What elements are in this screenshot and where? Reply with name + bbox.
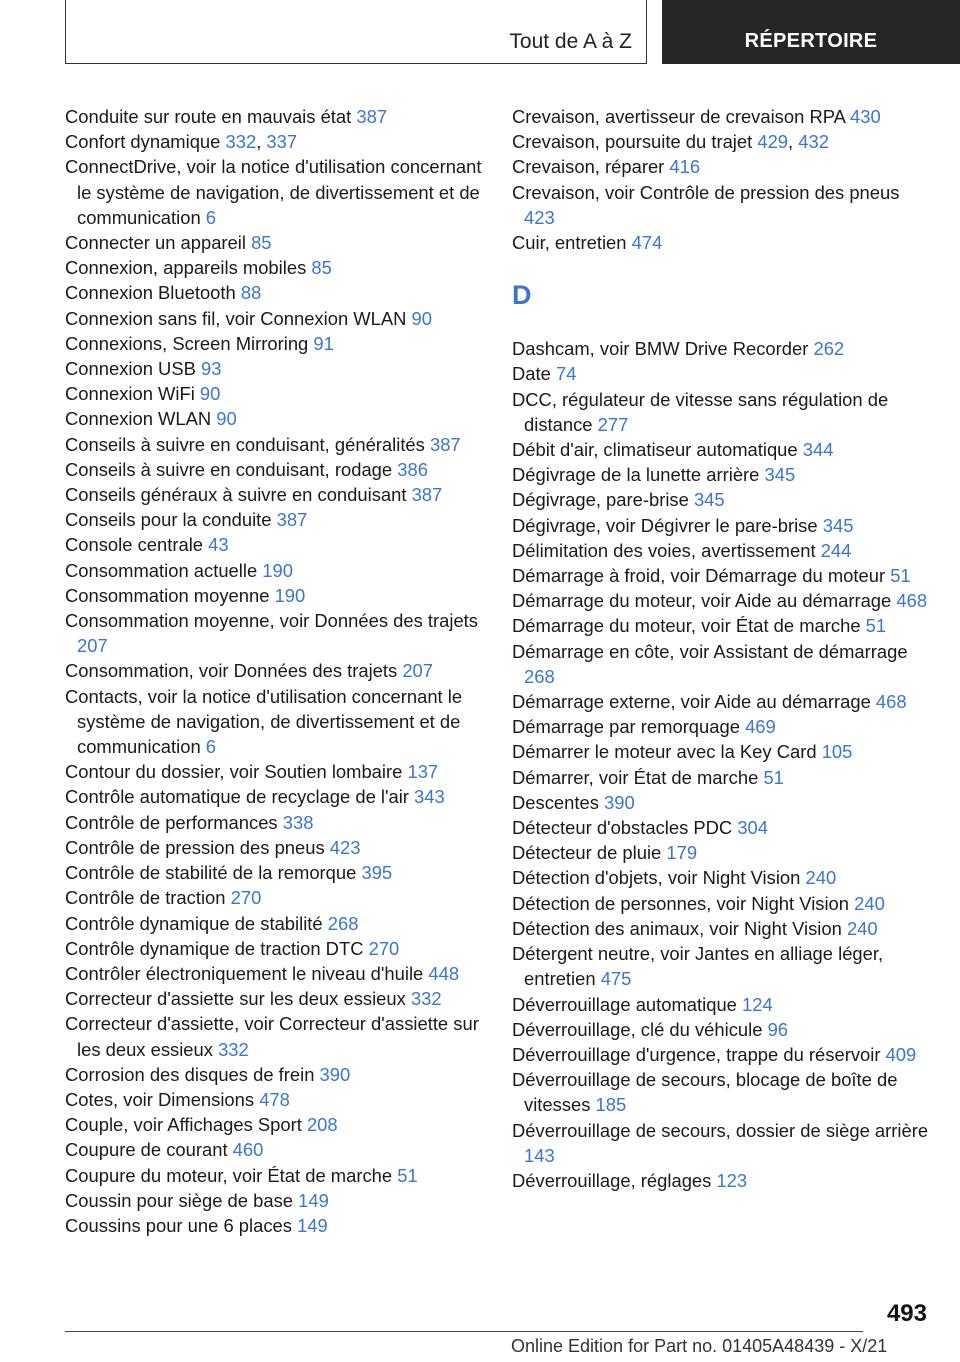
index-entry bbox=[512, 336, 932, 361]
index-entry-term: Connexion WiFi bbox=[65, 383, 200, 405]
index-entry bbox=[512, 563, 932, 588]
index-entry bbox=[512, 790, 932, 815]
index-entry bbox=[512, 941, 932, 991]
page-link[interactable]: 468 bbox=[896, 590, 928, 612]
index-entry-term: Correcteur d'assiette sur les deux essieux bbox=[65, 988, 411, 1010]
page-link[interactable]: 469 bbox=[745, 716, 776, 738]
index-entry-term: ConnectDrive, voir la notice d'utilisation concernant le système de navigation, de divertissement et de communication bbox=[65, 156, 482, 228]
page-link[interactable]: 91 bbox=[313, 332, 334, 354]
index-entry bbox=[65, 104, 490, 129]
index-entry-term: Contrôle dynamique de traction DTC bbox=[65, 937, 369, 959]
index-entry-term: Déverrouillage, réglages bbox=[512, 1169, 717, 1191]
page-link[interactable]: 475 bbox=[600, 968, 632, 990]
page-link[interactable]: 179 bbox=[666, 842, 698, 864]
page-link[interactable]: 240 bbox=[854, 892, 885, 914]
index-entry bbox=[65, 885, 490, 910]
index-entry-term: Connexion WLAN bbox=[65, 408, 217, 430]
index-entry-term: Connexion USB bbox=[65, 358, 201, 380]
page-link[interactable]: 344 bbox=[802, 439, 834, 461]
index-entry-term: Démarrage par remorquage bbox=[512, 716, 746, 738]
index-entry-term: Contacts, voir la notice d'utilisation concernant le système de navigation, de divertissement et de communication bbox=[65, 685, 463, 758]
index-entry bbox=[65, 381, 490, 406]
index-entry-term: Dégivrage, voir Dégivrer le pare-brise bbox=[512, 514, 823, 536]
index-entry-term: Dégivrage de la lunette arrière bbox=[512, 464, 765, 486]
index-entry-term: Console centrale bbox=[65, 534, 209, 556]
index-entry bbox=[65, 306, 490, 331]
page-link[interactable]: 43 bbox=[208, 534, 229, 556]
index-entry-term: DCC, régulateur de vitesse sans régulation de distance bbox=[512, 388, 889, 435]
page-link[interactable]: 448 bbox=[428, 962, 460, 984]
index-entry-term: Consommation moyenne bbox=[65, 584, 275, 606]
index-entry bbox=[65, 1188, 490, 1213]
index-entry bbox=[65, 759, 490, 784]
index-entry bbox=[512, 865, 932, 890]
index-entry-term: Coupure du moteur, voir État de marche bbox=[65, 1164, 398, 1186]
page-link[interactable]: 395 bbox=[361, 862, 393, 884]
page-link[interactable]: 96 bbox=[767, 1018, 789, 1040]
index-entry-term: Détection de personnes, voir Night Vision bbox=[512, 892, 855, 914]
page-link[interactable]: 387 bbox=[429, 433, 461, 455]
footer-edition-text: Online Edition for Part no. 01405A48439 - X/21 bbox=[511, 1336, 888, 1356]
index-entry bbox=[65, 911, 490, 936]
index-entry bbox=[65, 784, 490, 809]
index-entry-term: Démarrage en côte, voir Assistant de démarrage bbox=[512, 640, 908, 662]
index-entry bbox=[65, 1011, 490, 1061]
index-entry-term: Correcteur d'assiette, voir Correcteur d'assiette sur les deux essieux bbox=[65, 1013, 479, 1060]
page-link[interactable]: 332 bbox=[218, 1038, 249, 1060]
index-entry-term: Déverrouillage de secours, blocage de boîte de vitesses bbox=[512, 1069, 898, 1116]
page-link[interactable]: 93 bbox=[200, 358, 222, 380]
page-link[interactable]: 387 bbox=[411, 484, 443, 506]
index-entry bbox=[65, 356, 490, 381]
page-link[interactable]: 337 bbox=[266, 131, 298, 153]
page-link[interactable]: 277 bbox=[597, 413, 629, 435]
page-link[interactable]: 386 bbox=[397, 458, 428, 480]
index-entry bbox=[512, 891, 932, 916]
index-entry-term: Confort dynamique bbox=[65, 131, 226, 153]
page-link[interactable]: 332 bbox=[225, 131, 257, 153]
index-entry-term: Contrôle dynamique de stabilité bbox=[65, 912, 328, 934]
index-entry-term: Démarrage du moteur, voir État de marche bbox=[512, 615, 866, 637]
index-entry bbox=[65, 406, 490, 431]
index-entry-term: Dégivrage, pare-brise bbox=[512, 489, 694, 511]
index-entry-term: Connexion, appareils mobiles bbox=[65, 257, 312, 279]
index-entry-term: Démarrer le moteur avec la Key Card bbox=[512, 741, 822, 763]
index-entry-term: Déverrouillage de secours, dossier de siège arrière bbox=[512, 1119, 929, 1141]
page-link[interactable]: 124 bbox=[742, 993, 773, 1015]
page-link[interactable]: 51 bbox=[890, 565, 911, 587]
page-link[interactable]: 6 bbox=[205, 206, 217, 228]
page-link[interactable]: 51 bbox=[865, 615, 887, 637]
header-section-tab[interactable] bbox=[662, 0, 960, 64]
page-link[interactable]: 51 bbox=[397, 1164, 418, 1186]
index-entry bbox=[65, 457, 490, 482]
index-entry-term: Conseils généraux à suivre en conduisant bbox=[65, 484, 412, 506]
index-entry-term: Démarrage à froid, voir Démarrage du moteur bbox=[512, 565, 891, 587]
index-entry-term: Détection d'objets, voir Night Vision bbox=[512, 867, 806, 889]
index-entry-term: Crevaison, réparer bbox=[512, 156, 670, 178]
header-tab-box bbox=[65, 0, 647, 64]
page-link[interactable]: 149 bbox=[297, 1214, 328, 1236]
page-link[interactable]: 478 bbox=[259, 1088, 290, 1110]
page-link[interactable]: 268 bbox=[524, 665, 555, 687]
index-entry-term: Contrôler électroniquement le niveau d'huile bbox=[65, 962, 429, 984]
page-link[interactable]: 268 bbox=[327, 912, 359, 934]
page-link[interactable]: 143 bbox=[524, 1144, 555, 1166]
index-entry-term: Détecteur d'obstacles PDC bbox=[512, 817, 738, 839]
index-entry bbox=[65, 1112, 490, 1137]
index-entry bbox=[512, 739, 932, 764]
page-link[interactable]: 332 bbox=[410, 988, 442, 1010]
index-entry bbox=[512, 462, 932, 487]
page-link[interactable]: 240 bbox=[846, 917, 878, 939]
index-entry bbox=[512, 613, 932, 638]
page-link[interactable]: 390 bbox=[319, 1063, 351, 1085]
index-entry-term: Déverrouillage, clé du véhicule bbox=[512, 1018, 768, 1040]
index-entry-term: Détecteur de pluie bbox=[512, 842, 667, 864]
index-entry-term: Crevaison, avertisseur de crevaison RPA bbox=[512, 106, 850, 127]
index-entry bbox=[512, 361, 932, 386]
page-link[interactable]: 416 bbox=[669, 156, 701, 178]
index-entry-term: Contrôle automatique de recyclage de l'air bbox=[65, 786, 415, 808]
page-link[interactable]: 460 bbox=[232, 1139, 264, 1161]
page-link[interactable]: 304 bbox=[737, 817, 769, 839]
page-link[interactable]: 474 bbox=[631, 232, 663, 254]
page-link[interactable]: 190 bbox=[262, 559, 293, 581]
index-entry-term: Coussins pour une 6 places bbox=[65, 1214, 298, 1236]
index-entry bbox=[512, 992, 932, 1017]
index-entry bbox=[512, 104, 932, 129]
index-entry bbox=[512, 129, 932, 154]
page-link[interactable]: 345 bbox=[764, 464, 796, 486]
index-entry-term: Conduite sur route en mauvais état bbox=[65, 106, 357, 127]
page-separator: , bbox=[788, 131, 799, 153]
index-entry bbox=[65, 507, 490, 532]
index-entry-term: Délimitation des voies, avertissement bbox=[512, 539, 821, 561]
index-entry bbox=[65, 129, 490, 154]
page-link[interactable]: 432 bbox=[798, 131, 829, 153]
index-entry bbox=[512, 513, 932, 538]
page-link[interactable]: 390 bbox=[604, 791, 635, 813]
index-entry bbox=[512, 689, 932, 714]
index-entry-term: Crevaison, poursuite du trajet bbox=[512, 131, 758, 153]
index-entry bbox=[65, 154, 490, 230]
page-link[interactable]: 387 bbox=[356, 106, 388, 127]
index-group-d bbox=[512, 336, 932, 1193]
index-entry-term: Détergent neutre, voir Jantes en alliage léger, entretien bbox=[512, 943, 884, 990]
index-entry bbox=[65, 1137, 490, 1162]
index-entry-term: Coussin pour siège de base bbox=[65, 1189, 299, 1211]
page-link[interactable]: 105 bbox=[821, 741, 853, 763]
page-link[interactable]: 74 bbox=[555, 363, 577, 385]
section-letter-d: D bbox=[512, 280, 532, 311]
index-entry bbox=[65, 583, 490, 608]
index-entry-term: Conseils à suivre en conduisant, rodage bbox=[65, 458, 398, 480]
index-entry bbox=[512, 1118, 932, 1168]
index-entry-term: Contrôle de performances bbox=[65, 811, 283, 833]
index-entry-term: Déverrouillage d'urgence, trappe du réservoir bbox=[512, 1043, 886, 1065]
index-entry bbox=[65, 810, 490, 835]
index-entry bbox=[512, 765, 932, 790]
page-link[interactable]: 343 bbox=[414, 786, 445, 808]
index-entry bbox=[512, 815, 932, 840]
index-entry-term: Connecter un appareil bbox=[65, 232, 252, 254]
index-entry-term: Descentes bbox=[512, 791, 604, 813]
page-link[interactable]: 207 bbox=[77, 635, 108, 657]
index-entry bbox=[512, 230, 932, 255]
index-entry bbox=[512, 840, 932, 865]
index-entry-term: Couple, voir Affichages Sport bbox=[65, 1114, 307, 1136]
page-link[interactable]: 429 bbox=[757, 131, 789, 153]
index-entry bbox=[512, 714, 932, 739]
index-entry bbox=[65, 684, 490, 760]
index-entry bbox=[65, 482, 490, 507]
index-entry bbox=[65, 835, 490, 860]
index-entry-term: Contrôle de pression des pneus bbox=[65, 836, 330, 858]
index-entry-term: Consommation, voir Données des trajets bbox=[65, 660, 403, 682]
index-entry-term: Dashcam, voir BMW Drive Recorder bbox=[512, 338, 814, 360]
header-section-label: RÉPERTOIRE bbox=[744, 30, 878, 52]
page-link[interactable]: 270 bbox=[230, 887, 262, 909]
page-link[interactable]: 190 bbox=[274, 584, 306, 606]
index-entry-term: Conseils pour la conduite bbox=[65, 509, 277, 531]
index-entry-term: Déverrouillage automatique bbox=[512, 993, 743, 1015]
page-number: 493 bbox=[886, 1300, 927, 1327]
page-link[interactable]: 51 bbox=[763, 766, 784, 788]
index-entry bbox=[65, 331, 490, 356]
index-entry bbox=[512, 487, 932, 512]
index-entry-term: Contour du dossier, voir Soutien lombaire bbox=[65, 761, 408, 783]
index-entry bbox=[65, 280, 490, 305]
page-link[interactable]: 6 bbox=[205, 736, 217, 758]
index-entry-term: Contrôle de traction bbox=[65, 887, 231, 909]
index-group-c bbox=[512, 104, 932, 255]
index-entry bbox=[65, 432, 490, 457]
page-link[interactable]: 430 bbox=[850, 106, 881, 127]
page-link[interactable]: 149 bbox=[298, 1189, 329, 1211]
index-entry bbox=[65, 1062, 490, 1087]
index-entry-term: Cuir, entretien bbox=[512, 232, 632, 254]
page-link[interactable]: 423 bbox=[329, 836, 361, 858]
index-entry-term: Coupure de courant bbox=[65, 1139, 233, 1161]
index-entry bbox=[512, 1168, 932, 1193]
page-link[interactable]: 185 bbox=[595, 1094, 627, 1116]
page-link[interactable]: 208 bbox=[306, 1114, 338, 1136]
index-entry bbox=[65, 255, 490, 280]
index-entry bbox=[65, 936, 490, 961]
page-link[interactable]: 338 bbox=[282, 811, 314, 833]
index-column-left bbox=[65, 104, 490, 1238]
index-entry bbox=[512, 916, 932, 941]
page-link[interactable]: 468 bbox=[875, 691, 907, 713]
page-link[interactable]: 123 bbox=[716, 1169, 748, 1191]
page-link[interactable]: 345 bbox=[822, 514, 854, 536]
page-link[interactable]: 240 bbox=[805, 867, 837, 889]
page-link[interactable]: 270 bbox=[368, 937, 400, 959]
index-entry bbox=[65, 230, 490, 255]
index-entry bbox=[512, 154, 932, 179]
index-entry-term: Détection des animaux, voir Night Vision bbox=[512, 917, 847, 939]
index-entry bbox=[65, 860, 490, 885]
page-link[interactable]: 88 bbox=[240, 282, 262, 304]
index-entry bbox=[512, 588, 932, 613]
index-entry bbox=[512, 1042, 932, 1067]
index-entry-term: Crevaison, voir Contrôle de pression des pneus bbox=[512, 181, 900, 203]
index-entry bbox=[65, 608, 490, 658]
index-entry bbox=[65, 1163, 490, 1188]
header-tab-label[interactable]: Tout de A à Z bbox=[509, 30, 632, 53]
page-link[interactable]: 90 bbox=[216, 408, 237, 430]
page-link[interactable]: 85 bbox=[251, 232, 272, 254]
page-link[interactable]: 244 bbox=[820, 539, 852, 561]
index-entry-term: Consommation moyenne, voir Données des trajets bbox=[65, 610, 478, 632]
page-link[interactable]: 387 bbox=[276, 509, 308, 531]
index-entry-term: Contrôle de stabilité de la remorque bbox=[65, 862, 362, 884]
index-entry-term: Conseils à suivre en conduisant, généralités bbox=[65, 433, 430, 455]
index-entry-term: Démarrage externe, voir Aide au démarrage bbox=[512, 691, 876, 713]
page-link[interactable]: 90 bbox=[411, 307, 432, 329]
page-link[interactable]: 409 bbox=[885, 1043, 917, 1065]
index-entry-term: Connexions, Screen Mirroring bbox=[65, 332, 314, 354]
index-entry bbox=[512, 639, 932, 689]
index-entry bbox=[512, 180, 932, 230]
footer-divider bbox=[65, 1331, 863, 1332]
page-link[interactable]: 345 bbox=[693, 489, 725, 511]
index-entry bbox=[512, 387, 932, 437]
index-entry bbox=[65, 961, 490, 986]
index-entry-term: Connexion Bluetooth bbox=[65, 282, 241, 304]
page-link[interactable]: 90 bbox=[199, 383, 221, 405]
index-entry-term: Corrosion des disques de frein bbox=[65, 1063, 320, 1085]
index-entry bbox=[512, 1067, 932, 1117]
index-entry-term: Débit d'air, climatiseur automatique bbox=[512, 439, 803, 461]
page-link[interactable]: 423 bbox=[524, 206, 555, 228]
index-entry bbox=[512, 1017, 932, 1042]
index-entry bbox=[65, 1213, 490, 1238]
index-entry-term: Démarrage du moteur, voir Aide au démarrage bbox=[512, 590, 897, 612]
index-entry bbox=[65, 986, 490, 1011]
index-entry-term: Connexion sans fil, voir Connexion WLAN bbox=[65, 307, 412, 329]
page-separator: , bbox=[256, 131, 267, 153]
index-entry bbox=[65, 558, 490, 583]
index-column-right bbox=[512, 104, 932, 1193]
index-entry-term: Cotes, voir Dimensions bbox=[65, 1088, 260, 1110]
page-link[interactable]: 137 bbox=[407, 761, 439, 783]
index-entry bbox=[65, 532, 490, 557]
page-link[interactable]: 262 bbox=[813, 338, 845, 360]
page-link[interactable]: 85 bbox=[311, 257, 332, 279]
index-entry bbox=[512, 437, 932, 462]
index-entry bbox=[65, 1087, 490, 1112]
index-entry-term: Consommation actuelle bbox=[65, 559, 263, 581]
page-link[interactable]: 207 bbox=[402, 660, 434, 682]
index-entry-term: Date bbox=[512, 363, 556, 385]
index-entry-term: Démarrer, voir État de marche bbox=[512, 766, 764, 788]
index-entry bbox=[65, 658, 490, 683]
index-entry bbox=[512, 538, 932, 563]
